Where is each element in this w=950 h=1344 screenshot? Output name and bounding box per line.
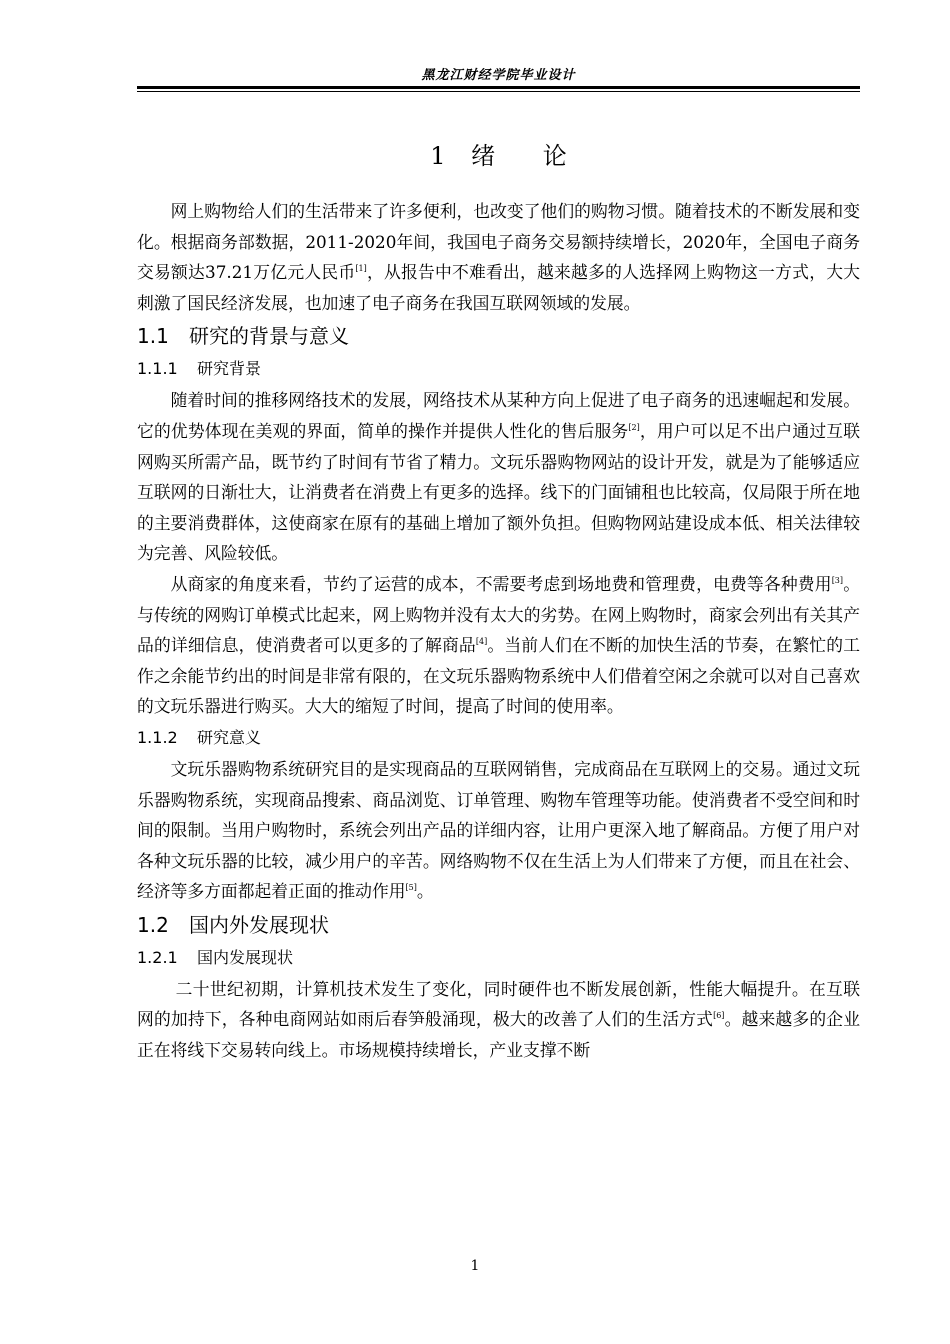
subsection-number: 1.1.2	[137, 727, 178, 747]
bg-p1-text-b: ，用户可以足不出户通过互联网购买所需产品，既节约了时间有节省了精力。文玩乐器购物网站的设计开发，就是为了能够适应互联网的日渐壮大，让消费者在消费上有更多的选择。线下的门面铺租也比较高，仅局限于所在地的主要消费群体，这使商家在原有的基础上增加了额外负担。但购物网站建设成本低、相关法律较为完善、风险较低。	[137, 420, 860, 564]
citation-ref: [6]	[713, 1011, 725, 1021]
subsection-number: 1.2.1	[137, 947, 178, 967]
chapter-title-part1: 绪	[471, 142, 496, 170]
header-rule-thin	[137, 91, 860, 92]
chapter-title	[137, 138, 860, 178]
section-heading-1-2	[137, 908, 860, 942]
section-heading-1-1	[137, 319, 860, 353]
subsection-title: 国内发展现状	[197, 947, 294, 967]
intro-text-b: ，从报告中不难看出，越来越多的人选择网上购物这一方式，大大刺激了国民经济发展，也加速了电子商务在我国互联网领域的发展。	[137, 262, 860, 313]
subsection-number: 1.1.1	[137, 359, 178, 379]
section-title: 国内外发展现状	[189, 912, 329, 937]
dom-text-b: 。越来越多的企业正在将线下交易转向线上。市场规模持续增长，产业支撑不断	[137, 1009, 860, 1061]
bg-p2-text-c: 。当前人们在不断的加快生活的节奏，在繁忙的工作之余能节约出的时间是非常有限的，在文玩乐器购物系统中人们借着空闲之余就可以对自己喜欢的文玩乐器进行购买。大大的缩短了时间，提高了时间的使用率。	[137, 635, 860, 717]
citation-ref: [1]	[355, 264, 367, 274]
section-number: 1.2	[137, 912, 169, 937]
intro-paragraph	[137, 196, 860, 318]
header-rule-thick	[137, 86, 860, 89]
chapter-title-part2: 论	[542, 142, 567, 170]
citation-ref: [2]	[628, 422, 640, 432]
domestic-status-paragraph	[137, 974, 860, 1066]
section-title: 研究的背景与意义	[189, 324, 349, 349]
body-content	[137, 138, 860, 1066]
sig-text-b: 。	[416, 881, 434, 902]
significance-paragraph	[137, 754, 860, 907]
subsection-heading-1-1-1	[137, 353, 860, 385]
subsection-title: 研究意义	[197, 727, 262, 747]
subsection-title: 研究背景	[197, 359, 262, 379]
section-number: 1.1	[137, 324, 169, 349]
page-number: 1	[470, 1258, 480, 1274]
citation-ref: [4]	[475, 637, 488, 647]
running-header: 黑龙江财经学院毕业设计	[421, 68, 576, 83]
subsection-heading-1-1-2	[137, 722, 860, 754]
bg-p1-text-a: 随着时间的推移网络技术的发展，网络技术从某种方向上促进了电子商务的迅速崛起和发展。它的优势体现在美观的界面，简单的操作并提供人性化的售后服务	[137, 390, 860, 441]
citation-ref: [3]	[831, 575, 844, 585]
sig-text-a: 文玩乐器购物系统研究目的是实现商品的互联网销售，完成商品在互联网上的交易。通过文玩乐器购物系统，实现商品搜索、商品浏览、订单管理、购物车管理等功能。使消费者不受空间和时间的限制。当用户购物时，系统会列出产品的详细内容，让用户更深入地了解商品。方便了用户对各种文玩乐器的比较，减少用户的辛苦。网络购物不仅在生活上为人们带来了方便，而且在社会、经济等多方面都起着正面的推动作用	[137, 758, 860, 902]
chapter-number: 1	[430, 142, 446, 170]
dom-text-a: 二十世纪初期，计算机技术发生了变化，同时硬件也不断发展创新，性能大幅提升。在互联网的加持下，各种电商网站如雨后春笋般涌现，极大的改善了人们的生活方式	[137, 978, 860, 1030]
citation-ref: [5]	[405, 883, 417, 893]
background-paragraph-2	[137, 569, 860, 722]
intro-text-a: 网上购物给人们的生活带来了许多便利，也改变了他们的购物习惯。随着技术的不断发展和变化。根据商务部数据，2011-2020年间，我国电子商务交易额持续增长，2020年，全国电子商务交易额达37.21万亿元人民币	[137, 201, 860, 283]
subsection-heading-1-2-1	[137, 942, 860, 974]
bg-p2-text-b: 。与传统的网购订单模式比起来，网上购物并没有太大的劣势。在网上购物时，商家会列出有关其产品的详细信息，使消费者可以更多的了解商品	[137, 573, 860, 656]
background-paragraph-1	[137, 385, 860, 569]
bg-p2-text-a: 从商家的角度来看，节约了运营的成本，不需要考虑到场地费和管理费，电费等各种费用	[170, 573, 832, 594]
